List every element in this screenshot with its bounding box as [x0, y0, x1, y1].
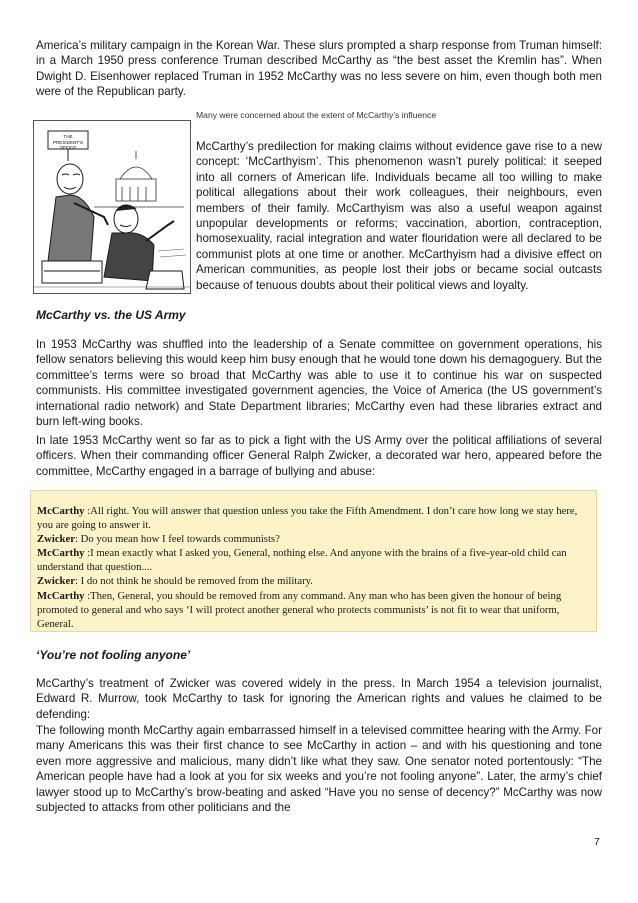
page-number: 7 — [594, 836, 600, 848]
office-sign — [48, 131, 88, 161]
speaker-name: McCarthy — [37, 589, 85, 602]
intro-paragraph: America’s military campaign in the Korean War. These slurs prompted a sharp response from Truman himself: in a March 1950 press conference Truman described McCarthy as “the best asset the Kremlin has”. When Dwight D. Eisenhower replaced Truman in 1952 McCarthy was no less severe on him, even though both men were of the Republican party. — [36, 39, 602, 99]
transcript-text: All right. You will answer that question unless you take the Fifth Amendment. I don’t care how long we stay here, you are going to answer it. — [37, 505, 578, 532]
transcript-line — [37, 532, 596, 546]
section-heading-fooling: ‘You’re not fooling anyone’ — [36, 648, 191, 662]
paragraph-following-month: The following month McCarthy again embarrassed himself in a televised committee hearing with the Army. For many Americans this was their first chance to see McCarthy in action – and with his questioning and tone even more aggressive and malicious, many didn’t like what they saw. One senator noted portentously: “The American people have had a look at you for six weeks and you’re not fooling anyone”. Later, the army’s chief lawyer stood up to McCarthy’s brow-beating and asked “Have you no sense of decency?” McCarthy was now subjected to attacks from other politicians and the — [36, 724, 602, 815]
paragraph-1953-committee: In 1953 McCarthy was shuffled into the leadership of a Senate committee on government operations, his fellow senators believing this would keep him busy enough that he would tone down his demagoguery. But the committee’s terms were so broad that McCarthy was able to use it to continue his war on suspected communists. His committee investigated government agencies, the Voice of America (the US government’s international radio network) and State Department libraries; McCarthy even had these libraries extract and burn left-wing books. — [36, 338, 602, 429]
hearing-transcript-box — [30, 490, 597, 632]
transcript-text: I do not think he should be removed from the military. — [80, 575, 313, 588]
speaker-separator: : — [75, 575, 81, 588]
speaker-separator: : — [84, 547, 91, 560]
transcript-line — [37, 589, 596, 631]
speaker-name: McCarthy — [37, 547, 85, 560]
speaker-separator: : — [84, 505, 91, 517]
image-caption: Many were concerned about the extent of McCarthy’s influence — [196, 110, 437, 120]
speaker-name: Zwicker — [37, 533, 75, 546]
cartoon-drawing — [34, 121, 190, 293]
speaker-name: Zwicker — [37, 575, 75, 588]
speaker-separator: : — [84, 589, 91, 602]
transcript-text: Do you mean how I feel towards communists? — [80, 533, 280, 546]
transcript-line — [37, 546, 596, 574]
transcript-text: Then, General, you should be removed from any command. Any man who has been given the honour of being promoted to general and who says ‘I will protect another general who protects communists’ is not fit to wear that uniform, General. — [37, 589, 562, 630]
mccarthyism-paragraph: McCarthy’s predilection for making claims without evidence gave rise to a new concept: ‘McCarthyism’. This phenomenon wasn’t purely political: it seeped into all corners of American life. Individuals became all too willing to make political allegations about their work colleagues, their neighbours, even members of their family. McCarthyism was also a useful weapon against unpopular developments or reforms; vaccination, abortion, contraception, homosexuality, racial integration and water flouridation were all declared to be communist plots at one time or another. McCarthyism had a divisive effect on American communities, as people lost their jobs or became social outcasts because of tenuous doubts about their political views and loyalty. — [196, 140, 602, 292]
speaker-name: McCarthy — [37, 505, 85, 517]
transcript-line — [37, 574, 596, 588]
paragraph-late-1953: In late 1953 McCarthy went so far as to pick a fight with the US Army over the political affiliations of several officers. When their commanding officer General Ralph Zwicker, a decorated war hero, appeared before the committee, McCarthy engaged in a barrage of bullying and abuse: — [36, 434, 602, 478]
paragraph-murrow: McCarthy’s treatment of Zwicker was covered widely in the press. In March 1954 a television journalist, Edward R. Murrow, took McCarthy to task for ignoring the American rights and values he claimed to be defending: — [36, 677, 602, 721]
political-cartoon — [33, 120, 191, 294]
speaker-separator: : — [75, 533, 81, 546]
section-heading-army: McCarthy vs. the US Army — [36, 308, 186, 322]
transcript-line — [37, 504, 596, 532]
transcript-text: I mean exactly what I asked you, General, nothing else. And anyone with the brains of a five-year-old child can understand that question.... — [37, 547, 567, 574]
sign-text: THE PRESIDENT'S OFFICE — [52, 134, 84, 149]
